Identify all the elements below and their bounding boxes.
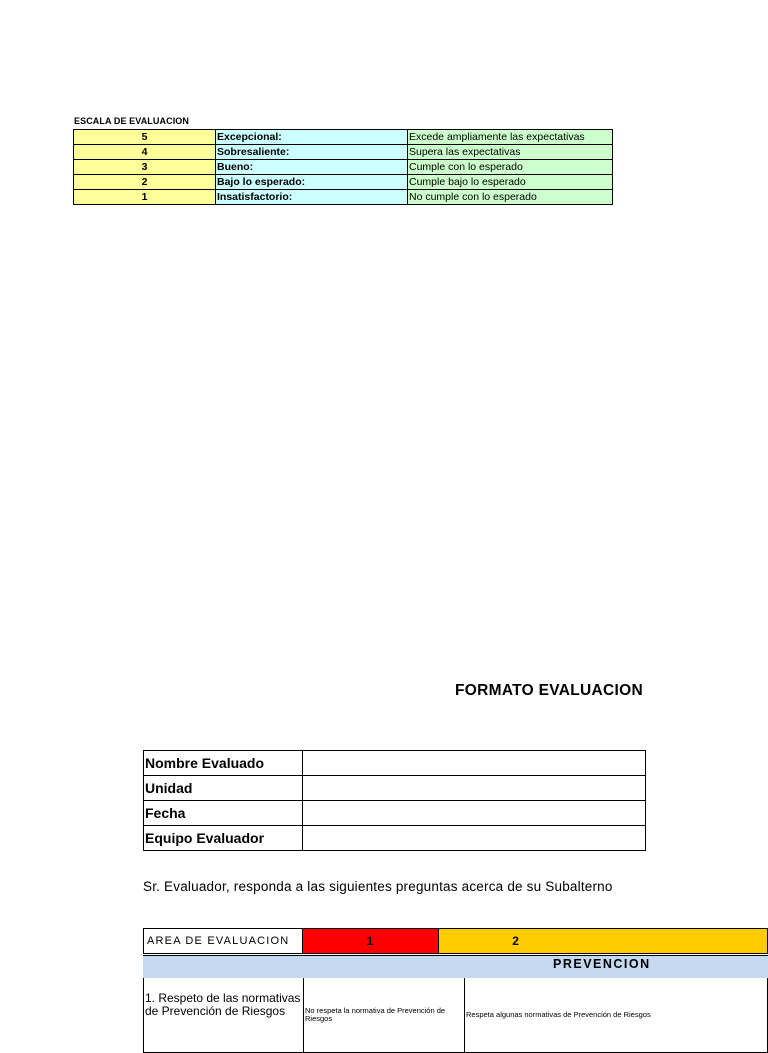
date-field[interactable] [303,801,646,826]
criteria-row [144,978,768,1053]
criteria-level-1: No respeta la normativa de Prevención de Riesgos [304,978,465,1053]
info-row [144,801,646,826]
criteria-question: 1. Respeto de las normativas de Prevención de Riesgos [144,978,304,1053]
level-2-header: 2 [439,929,768,954]
scale-score: 5 [74,130,216,145]
scale-label: Insatisfactorio: [216,190,408,205]
scale-title: ESCALA DE EVALUACION [74,116,190,126]
scale-score: 4 [74,145,216,160]
field-label: Nombre Evaluado [144,751,303,776]
info-row [144,826,646,851]
info-row [144,776,646,801]
criteria-table [143,977,768,1053]
section-clip [0,950,651,980]
scale-description: Cumple bajo lo esperado [408,175,613,190]
scale-description: Cumple con lo esperado [408,160,613,175]
criteria-level-2: Respeta algunas normativas de Prevención de Riesgos [465,978,768,1053]
scale-description: Supera las expectativas [408,145,613,160]
format-title: FORMATO EVALUACION [455,682,643,699]
scale-label: Sobresaliente: [216,145,408,160]
scale-description: No cumple con lo esperado [408,190,613,205]
scale-label: Bajo lo esperado: [216,175,408,190]
evaluee-name-field[interactable] [303,751,646,776]
info-row [144,751,646,776]
scale-score: 3 [74,160,216,175]
scale-description: Excede ampliamente las expectativas [408,130,613,145]
scale-score: 1 [74,190,216,205]
evaluee-info-table [143,750,646,851]
area-header-label: AREA DE EVALUACION [144,929,303,954]
evaluator-instruction: Sr. Evaluador, responda a las siguientes preguntas acerca de su Subalterno [143,879,613,894]
field-label: Unidad [144,776,303,801]
field-label: Equipo Evaluador [144,826,303,851]
field-label: Fecha [144,801,303,826]
level-1-header: 1 [302,929,439,954]
section-label: PREVENCION [553,957,651,971]
unit-field[interactable] [303,776,646,801]
scale-score: 2 [74,175,216,190]
scale-label: Excepcional: [216,130,408,145]
evaluator-team-field[interactable] [303,826,646,851]
scale-label: Bueno: [216,160,408,175]
